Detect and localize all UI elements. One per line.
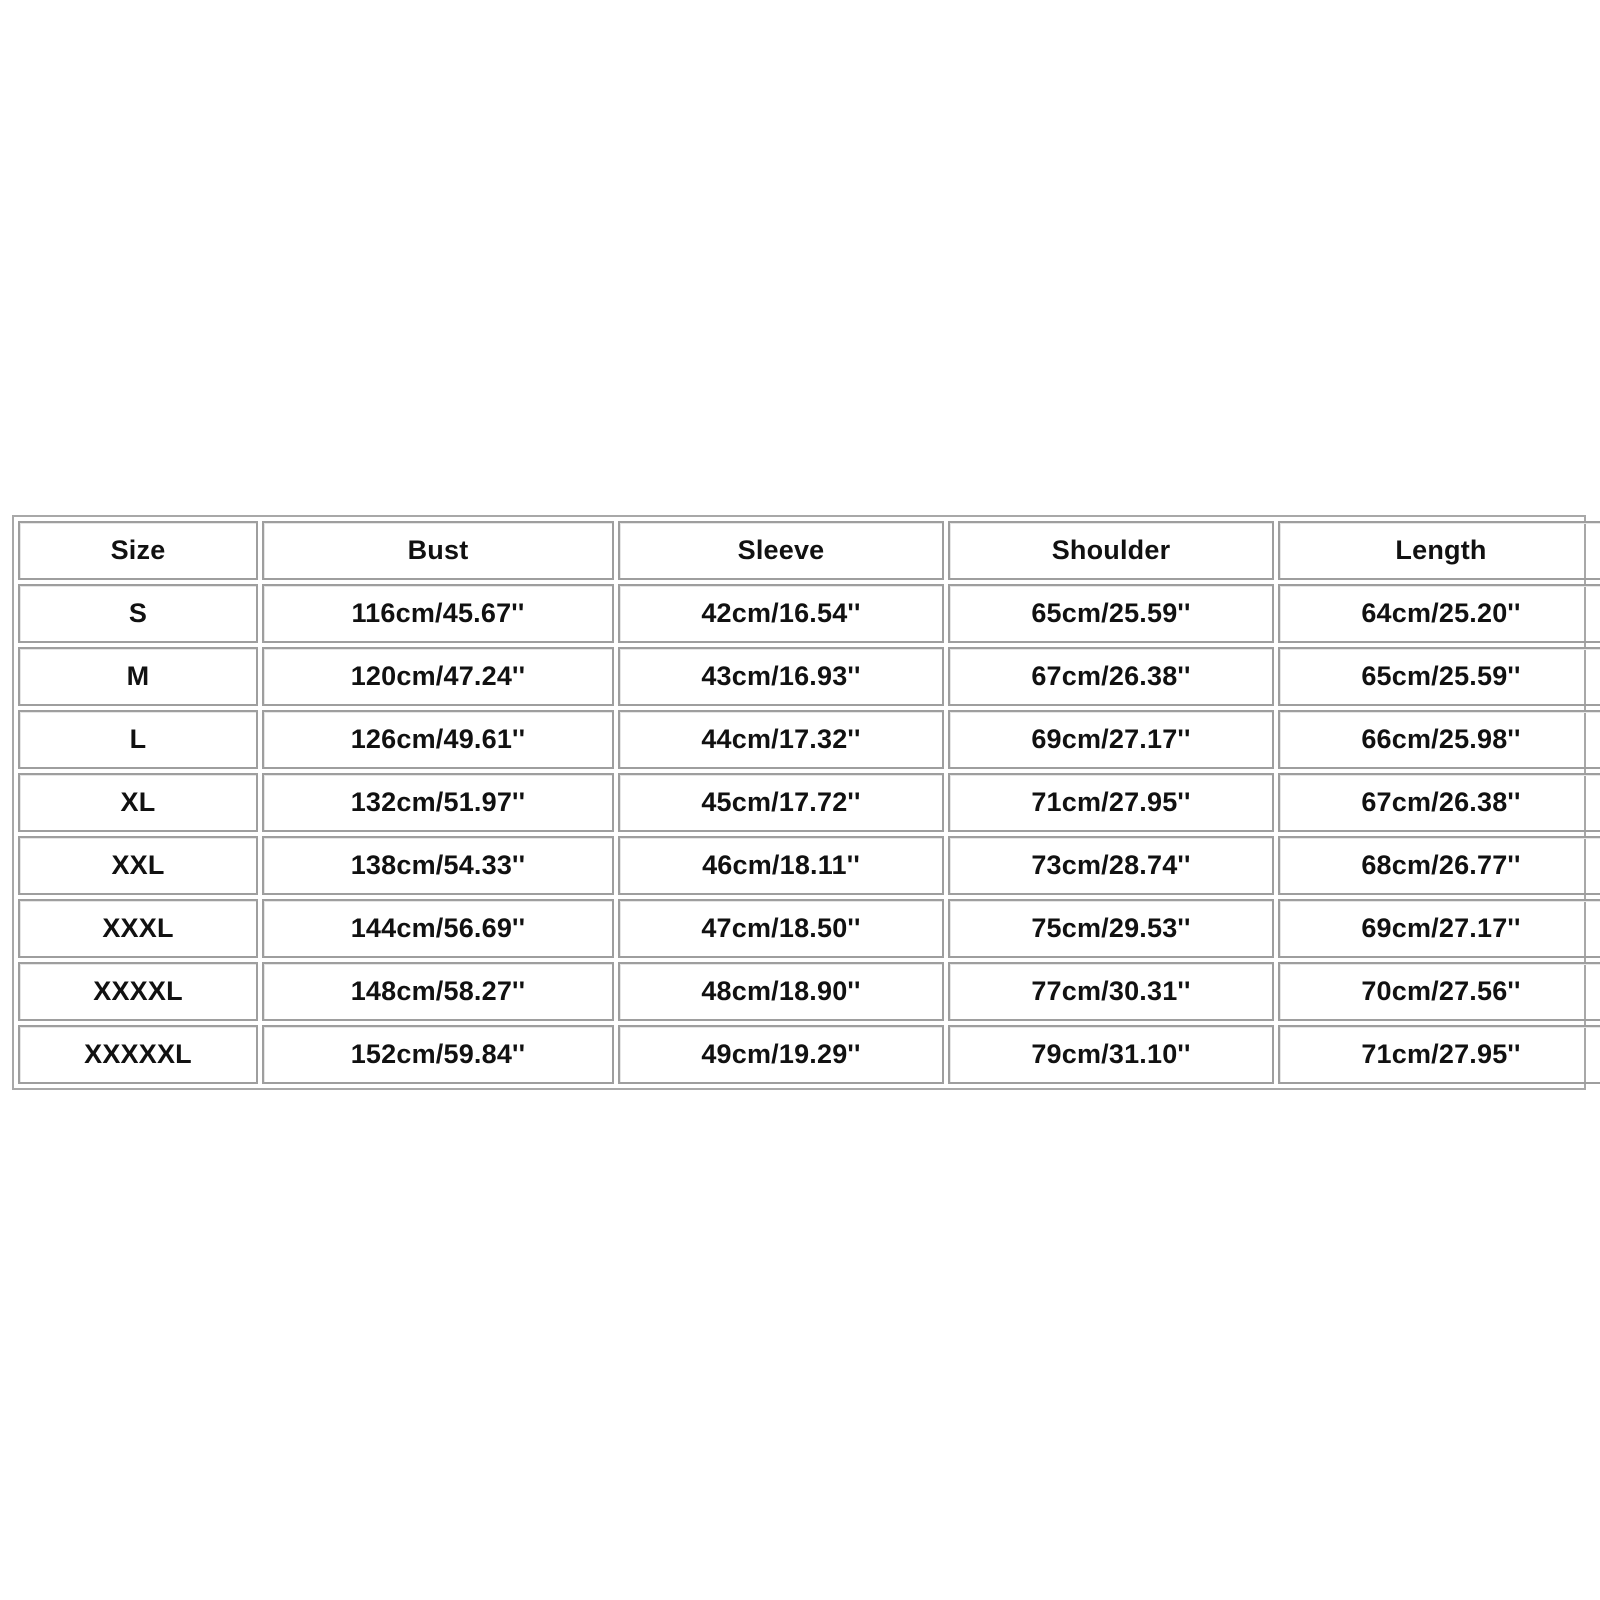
cell-shoulder: 79cm/31.10'' [948, 1025, 1274, 1084]
table-row [18, 584, 1600, 643]
cell-sleeve: 46cm/18.11'' [618, 836, 944, 895]
table-row [18, 899, 1600, 958]
cell-shoulder: 65cm/25.59'' [948, 584, 1274, 643]
cell-sleeve: 48cm/18.90'' [618, 962, 944, 1021]
cell-size: L [18, 710, 258, 769]
size-chart-table [14, 517, 1600, 1088]
cell-length: 68cm/26.77'' [1278, 836, 1600, 895]
cell-length: 66cm/25.98'' [1278, 710, 1600, 769]
header-size: Size [18, 521, 258, 580]
cell-length: 69cm/27.17'' [1278, 899, 1600, 958]
cell-length: 70cm/27.56'' [1278, 962, 1600, 1021]
header-shoulder: Shoulder [948, 521, 1274, 580]
cell-size: XL [18, 773, 258, 832]
header-bust: Bust [262, 521, 614, 580]
cell-bust: 132cm/51.97'' [262, 773, 614, 832]
cell-bust: 138cm/54.33'' [262, 836, 614, 895]
cell-sleeve: 49cm/19.29'' [618, 1025, 944, 1084]
header-length: Length [1278, 521, 1600, 580]
table-row [18, 962, 1600, 1021]
table-header-row [18, 521, 1600, 580]
table-row [18, 773, 1600, 832]
cell-length: 67cm/26.38'' [1278, 773, 1600, 832]
cell-sleeve: 44cm/17.32'' [618, 710, 944, 769]
table-row [18, 1025, 1600, 1084]
cell-length: 64cm/25.20'' [1278, 584, 1600, 643]
cell-sleeve: 42cm/16.54'' [618, 584, 944, 643]
cell-shoulder: 73cm/28.74'' [948, 836, 1274, 895]
cell-sleeve: 47cm/18.50'' [618, 899, 944, 958]
cell-bust: 152cm/59.84'' [262, 1025, 614, 1084]
cell-size: M [18, 647, 258, 706]
cell-shoulder: 77cm/30.31'' [948, 962, 1274, 1021]
cell-size: S [18, 584, 258, 643]
cell-length: 71cm/27.95'' [1278, 1025, 1600, 1084]
cell-size: XXXXXL [18, 1025, 258, 1084]
table-row [18, 710, 1600, 769]
cell-shoulder: 71cm/27.95'' [948, 773, 1274, 832]
size-chart [12, 515, 1586, 1090]
cell-size: XXXXL [18, 962, 258, 1021]
cell-bust: 116cm/45.67'' [262, 584, 614, 643]
cell-shoulder: 75cm/29.53'' [948, 899, 1274, 958]
table-row [18, 836, 1600, 895]
cell-shoulder: 69cm/27.17'' [948, 710, 1274, 769]
cell-bust: 126cm/49.61'' [262, 710, 614, 769]
cell-bust: 120cm/47.24'' [262, 647, 614, 706]
cell-size: XXL [18, 836, 258, 895]
cell-sleeve: 43cm/16.93'' [618, 647, 944, 706]
cell-bust: 144cm/56.69'' [262, 899, 614, 958]
cell-length: 65cm/25.59'' [1278, 647, 1600, 706]
table-row [18, 647, 1600, 706]
cell-size: XXXL [18, 899, 258, 958]
header-sleeve: Sleeve [618, 521, 944, 580]
cell-shoulder: 67cm/26.38'' [948, 647, 1274, 706]
cell-bust: 148cm/58.27'' [262, 962, 614, 1021]
cell-sleeve: 45cm/17.72'' [618, 773, 944, 832]
